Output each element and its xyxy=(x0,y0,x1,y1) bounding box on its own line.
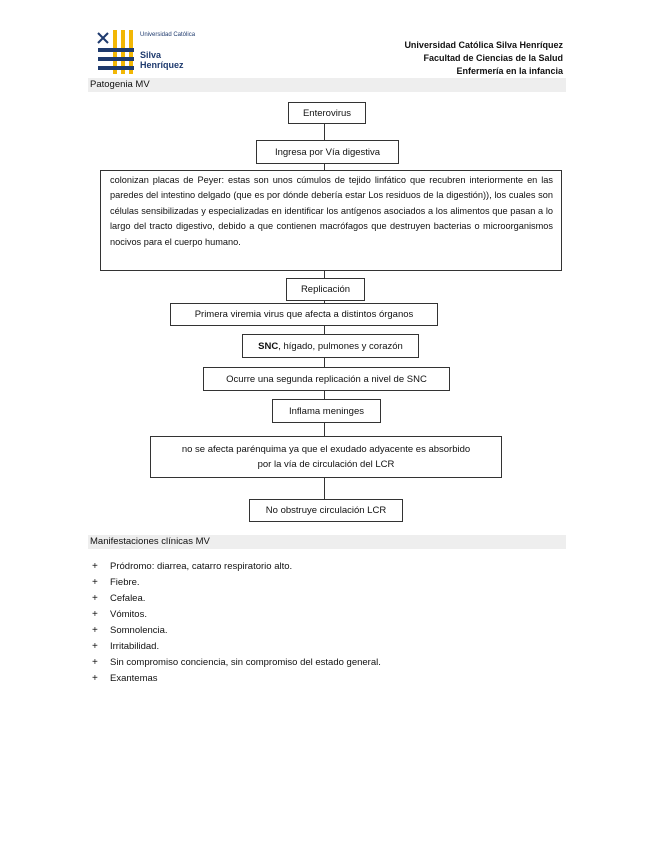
snc-label: SNC xyxy=(258,340,279,352)
list-bullet: + xyxy=(92,577,98,588)
flow-connector xyxy=(324,477,325,500)
list-item: Irritabilidad. xyxy=(110,641,160,652)
flow-box-first-viremia: Primera viremia virus que afecta a distintos órganos xyxy=(170,303,438,326)
flow-box-ingress: Ingresa por Vía digestiva xyxy=(256,140,399,164)
list-item: Sin compromiso conciencia, sin compromiso del estado general. xyxy=(110,657,381,668)
flow-box-meninges: Inflama meninges xyxy=(272,399,381,423)
logo-text-silva: Silva xyxy=(140,50,162,60)
header-course: Enfermería en la infancia xyxy=(456,66,563,76)
section-title-pathogenesis: Patogenia MV xyxy=(88,78,566,92)
university-logo xyxy=(96,30,196,74)
list-item: Exantemas xyxy=(110,673,158,684)
flow-box-replication: Replicación xyxy=(286,278,365,301)
flow-connector xyxy=(324,123,325,141)
header-university: Universidad Católica Silva Henríquez xyxy=(404,40,563,50)
flow-box-no-obstruction: No obstruye circulación LCR xyxy=(249,499,403,522)
logo-text-henriquez: Henríquez xyxy=(140,60,184,70)
header-faculty: Facultad de Ciencias de la Salud xyxy=(423,53,563,63)
list-item: Cefalea. xyxy=(110,593,146,604)
parenchyma-line-2: por la vía de circulación del LCR xyxy=(257,459,395,470)
flow-box-organs xyxy=(242,334,419,358)
flow-box-second-replication: Ocurre una segunda replicación a nivel de SNC xyxy=(203,367,450,391)
list-item: Fiebre. xyxy=(110,577,140,588)
flow-box-peyer-patches: colonizan placas de Peyer: estas son unos cúmulos de tejido linfático que recubren interiormente en las paredes del intestino delgado (que es por dónde debería estar Los residuos de la digestión)), los cuales son células sensibilizadas y especializadas en identificar los antígenos asociados a los alimentos que pasan a lo largo del tracto digestivo, debido a que contienen macrófagos que destruyen bacterias o microorganismos nocivos para el cuerpo humano. xyxy=(100,170,562,271)
list-bullet: + xyxy=(92,593,98,604)
list-item: Vómitos. xyxy=(110,609,147,620)
list-bullet: + xyxy=(92,641,98,652)
list-bullet: + xyxy=(92,625,98,636)
list-item: Somnolencia. xyxy=(110,625,168,636)
organs-label: , hígado, pulmones y corazón xyxy=(278,340,403,352)
parenchyma-line-1: no se afecta parénquima ya que el exudado adyacente es absorbido xyxy=(181,444,471,455)
flow-box-enterovirus: Enterovirus xyxy=(288,102,366,124)
flow-connector xyxy=(324,422,325,437)
section-title-manifestations: Manifestaciones clínicas MV xyxy=(88,535,566,549)
flow-box-parenchyma xyxy=(150,436,502,478)
logo-mark-icon xyxy=(96,30,136,74)
list-bullet: + xyxy=(92,657,98,668)
list-bullet: + xyxy=(92,609,98,620)
logo-text-university: Universidad Católica xyxy=(140,32,196,38)
list-item: Pródromo: diarrea, catarro respiratorio alto. xyxy=(110,561,293,572)
list-bullet: + xyxy=(92,561,98,572)
list-bullet: + xyxy=(92,673,98,684)
